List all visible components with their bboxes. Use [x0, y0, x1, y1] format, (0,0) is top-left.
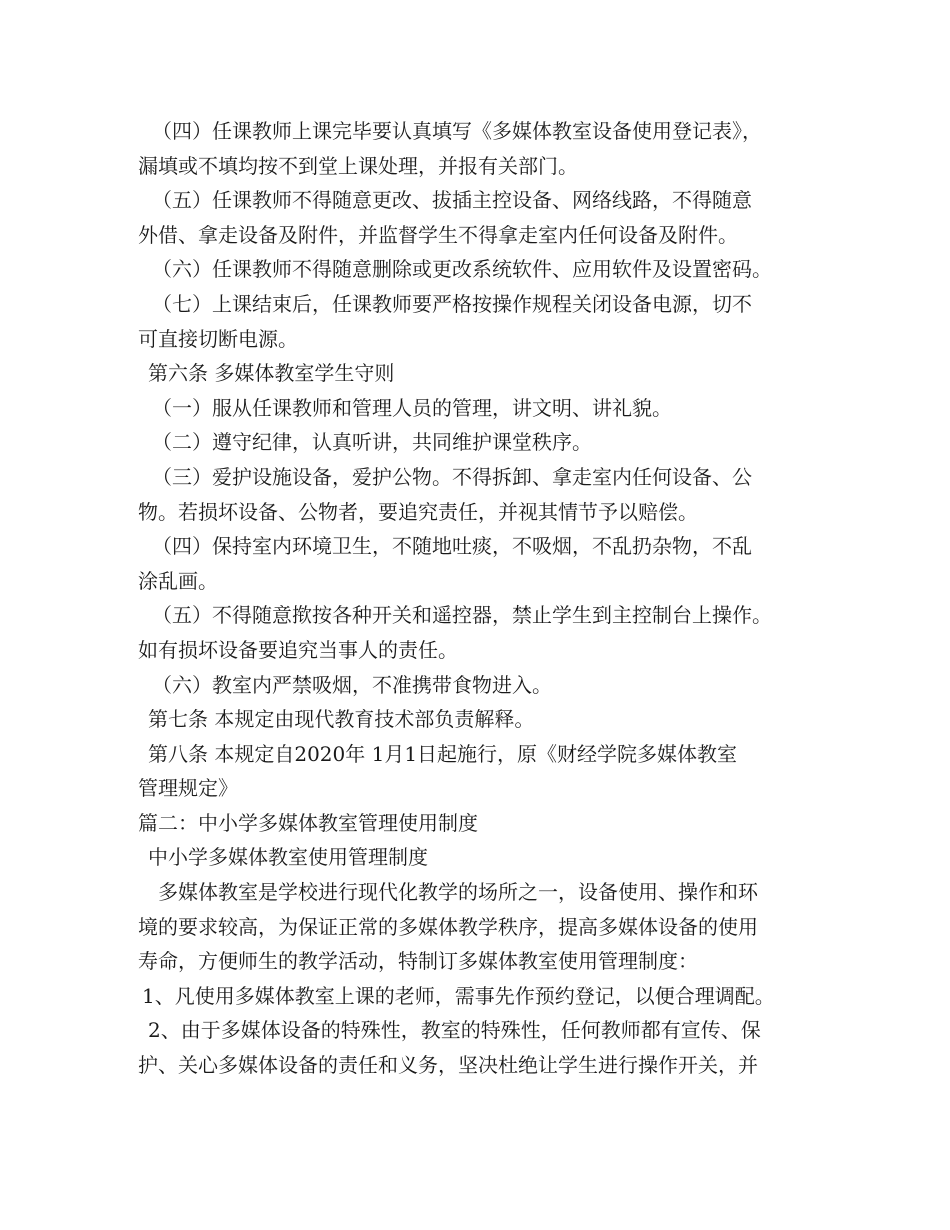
- text-line: 寿命，方便师生的教学活动，特制订多媒体教室使用管理制度：: [138, 949, 698, 974]
- section-heading: 第八条 本规定自2020年 1月1日起施行，原《财经学院多媒体教室: [148, 741, 738, 766]
- text-line: 漏填或不填均按不到堂上课处理，并报有关部门。: [138, 153, 578, 178]
- text-line: （五）不得随意揿按各种开关和遥控器，禁止学生到主控制台上操作。: [152, 603, 772, 628]
- text-line: 2、由于多媒体设备的特殊性，教室的特殊性，任何教师都有宣传、保: [148, 1018, 761, 1043]
- chapter-title: 篇二：中小学多媒体教室管理使用制度: [138, 810, 478, 835]
- text-line: 管理规定》: [138, 776, 238, 801]
- text-line: 涂乱画。: [138, 568, 218, 593]
- section-heading: 第六条 多媒体教室学生守则: [148, 361, 395, 386]
- text-line: 1、凡使用多媒体教室上课的老师，需事先作预约登记，以便合理调配。: [142, 983, 775, 1008]
- text-line: 物。若损坏设备、公物者，要追究责任，并视其情节予以赔偿。: [138, 499, 698, 524]
- text-line: （三）爱护设施设备，爱护公物。不得拆卸、拿走室内任何设备、公: [152, 464, 752, 489]
- section-heading: 第七条 本规定由现代教育技术部负责解释。: [148, 707, 535, 732]
- text-line: （二）遵守纪律，认真听讲，共同维护课堂秩序。: [152, 430, 592, 455]
- text-line: （一）服从任课教师和管理人员的管理，讲文明、讲礼貌。: [152, 395, 672, 420]
- text-line: 多媒体教室是学校进行现代化教学的场所之一，设备使用、操作和环: [158, 880, 758, 905]
- text-line: 护、关心多媒体设备的责任和义务，坚决杜绝让学生进行操作开关，并: [138, 1053, 758, 1078]
- text-line: （五）任课教师不得随意更改、拔插主控设备、网络线路，不得随意: [152, 188, 752, 213]
- document-title: 中小学多媒体教室使用管理制度: [148, 845, 428, 870]
- text-line: （七）上课结束后，任课教师要严格按操作规程关闭设备电源，切不: [152, 291, 752, 316]
- text-line: （四）任课教师上课完毕要认真填写《多媒体教室设备使用登记表》，: [152, 119, 762, 143]
- text-line: 境的要求较高，为保证正常的多媒体教学秩序，提高多媒体设备的使用: [138, 914, 758, 939]
- text-line: 可直接切断电源。: [138, 326, 298, 351]
- text-line: 外借、拿走设备及附件，并监督学生不得拿走室内任何设备及附件。: [138, 222, 738, 247]
- text-line: 如有损坏设备要追究当事人的责任。: [138, 637, 458, 662]
- text-line: （六）任课教师不得随意删除或更改系统软件、应用软件及设置密码。: [152, 257, 772, 282]
- text-line: （六）教室内严禁吸烟，不准携带食物进入。: [152, 672, 552, 697]
- text-line: （四）保持室内环境卫生，不随地吐痰，不吸烟，不乱扔杂物，不乱: [152, 534, 752, 559]
- document-body: [138, 114, 828, 1083]
